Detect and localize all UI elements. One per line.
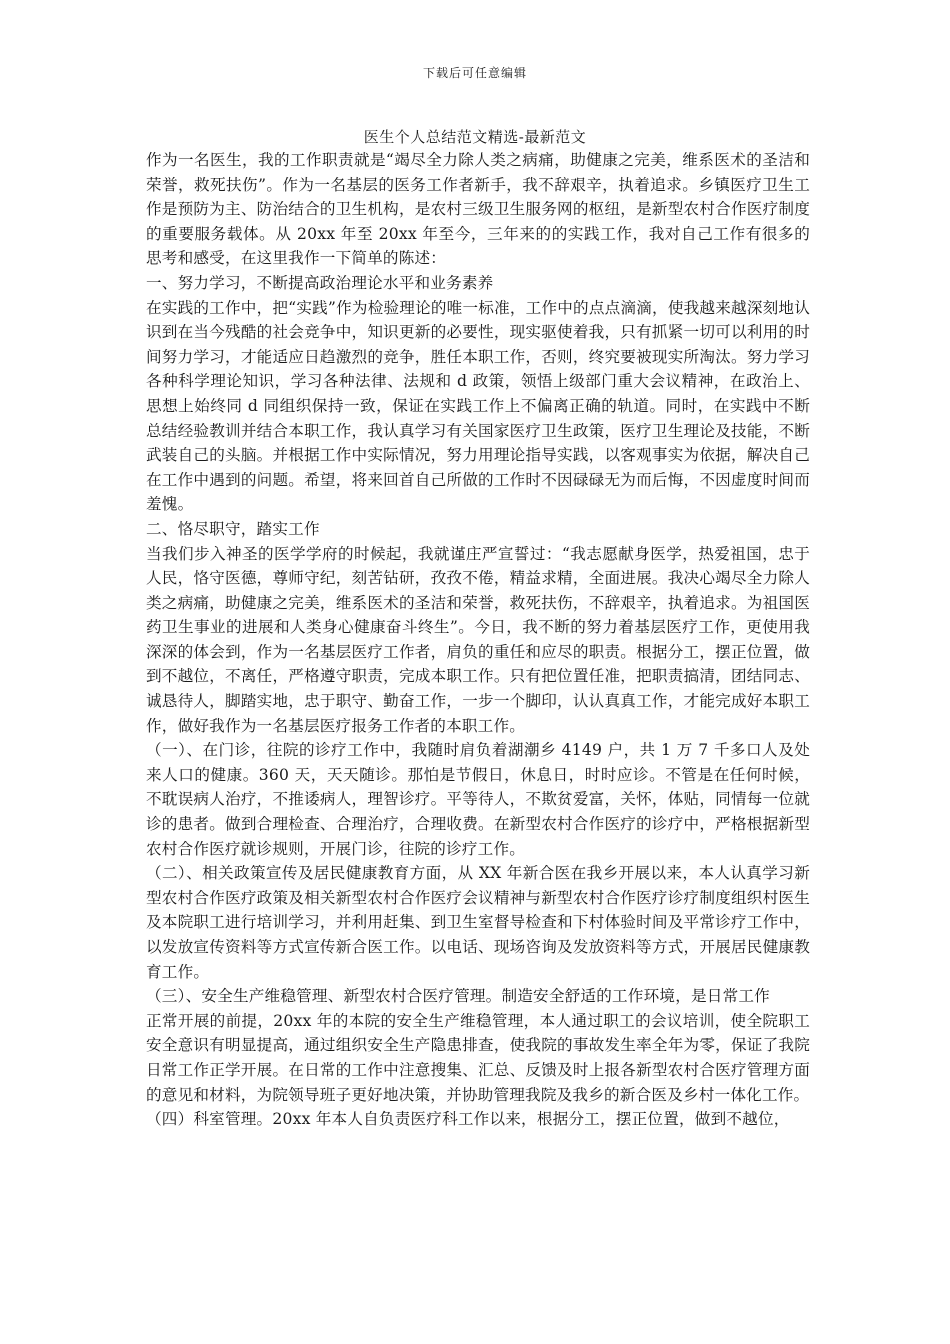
- paragraph-item-1: （一）、在门诊，往院的诊疗工作中，我随时肩负着湖潮乡 4149 户，共 1 万 7 千多口人及处来人口的健康。360 天，天天随诊。那怕是节假日，休息日，时时应诊。不管是在任何时候，不耽误病人治疗，不推诿病人，理智诊疗。平等待人，不欺贫爱富，关怀，体贴，同情每一位就诊的患者。做到合理检查、合理治疗，合理收费。在新型农村合作医疗的诊疗中，严格根据新型农村合作医疗就诊规则，开展门诊，往院的诊疗工作。: [146, 741, 810, 858]
- paragraph-intro: 作为一名医生，我的工作职责就是“竭尽全力除人类之病痛，助健康之完美，维系医术的圣洁和荣誉，救死扶伤”。作为一名基层的医务工作者新手，我不辞艰辛，执着追求。乡镇医疗卫生工作是预防为主、防治结合的卫生机构，是农村三级卫生服务网的枢纽，是新型农村合作医疗制度的重要服务载体。从 20xx 年至 20xx 年至今，三年来的的实践工作，我对自己工作有很多的思考和感受，在这里我作一下简单的陈述：: [146, 151, 810, 268]
- paragraph-item-4: （四）科室管理。20xx 年本人自负责医疗科工作以来，根据分工，摆正位置，做到不越位，: [146, 1110, 790, 1129]
- paragraph-section-2: 当我们步入神圣的医学学府的时候起，我就谨庄严宣誓过：“我志愿献身医学，热爱祖国，忠于人民，恪守医德，尊师守纪，刻苦钻研，孜孜不倦，精益求精，全面进展。我决心竭尽全力除人类之病痛，助健康之完美，维系医术的圣洁和荣誉，救死扶伤，不辞艰辛，执着追求。为祖国医药卫生事业的进展和人类身心健康奋斗终生”。今日，我不断的努力着基层医疗工作，更使用我深深的体会到，作为一名基层医疗工作者，肩负的重任和应尽的职责。根据分工，摆正位置，做到不越位，不离任，严格遵守职责，完成本职工作。只有把位置任准，把职责搞清，团结同志、诚恳待人，脚踏实地，忠于职守、勤奋工作，一步一个脚印，认认真真工作，才能完成好本职工作，做好我作为一名基层医疗报务工作者的本职工作。: [146, 544, 810, 735]
- paragraph-item-2: （二）、相关政策宣传及居民健康教育方面，从 XX 年新合医在我乡开展以来，本人认真学习新型农村合作医疗政策及相关新型农村合作医疗会议精神与新型农村合作医疗诊疗制度组织村医生及本院职工进行培训学习，并利用赶集、到卫生室督导检查和下村体验时间及平常诊疗工作中，以发放宣传资料等方式宣传新合医工作。以电话、现场咨询及发放资料等方式，开展居民健康教育工作。: [146, 864, 810, 981]
- paragraph-section-1: 在实践的工作中，把“实践”作为检验理论的唯一标准，工作中的点点滴滴，使我越来越深刻地认识到在当今残酷的社会竞争中，知识更新的必要性，现实驱使着我，只有抓紧一切可以利用的时间努力学习，才能适应日趋激烈的竞争，胜任本职工作，否则，终究要被现实所淘汰。努力学习各种科学理论知识，学习各种法律、法规和 d 政策，领悟上级部门重大会议精神，在政治上、思想上始终同 d 同组织保持一致，保证在实践工作上不偏离正确的轨道。同时，在实践中不断总结经验教训并结合本职工作，我认真学习有关国家医疗卫生政策，医疗卫生理论及技能，不断武装自己的头脑。并根据工作中实际情况，努力用理论指导实践，以客观事实为依据，解决自己在工作中遇到的问题。希望，将来回首自己所做的工作时不因碌碌无为而后悔，不因虚度时间而羞愧。: [146, 298, 810, 514]
- paragraph-item-3-continued: 正常开展的前提，20xx 年的本院的安全生产维稳管理，本人通过职工的会议培训，使全院职工安全意识有明显提高，通过组织安全生产隐患排查，使我院的事故发生率全年为零，保证了我院日常工作正学开展。在日常的工作中注意搜集、汇总、反馈及时上报各新型农村合医疗管理方面的意见和材料，为院领导班子更好地决策，并协助管理我院及我乡的新合医及乡村一体化工作。: [146, 1011, 810, 1104]
- section-heading-1: 一、努力学习，不断提高政治理论水平和业务素养: [146, 273, 494, 292]
- section-heading-2: 二、恪尽职守，踏实工作: [146, 519, 320, 538]
- header-note: 下载后可任意编辑: [422, 66, 527, 80]
- document-body: [146, 148, 810, 1132]
- paragraph-item-3: （三）、安全生产维稳管理、新型农村合医疗管理。制造安全舒适的工作环境，是日常工作: [146, 987, 770, 1006]
- document-title: 医生个人总结范文精选-最新范文: [363, 128, 587, 146]
